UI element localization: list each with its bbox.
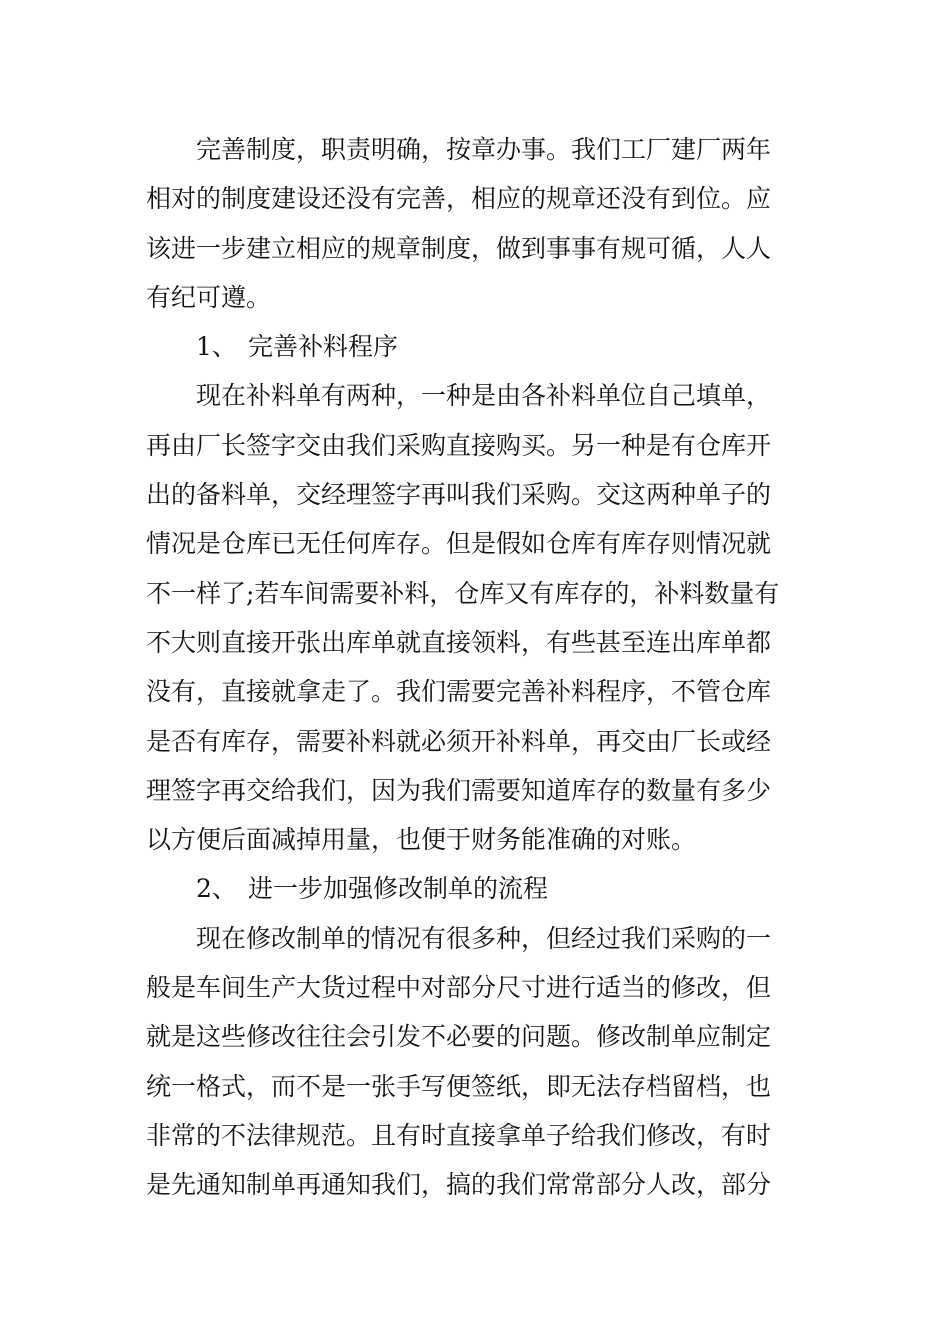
paragraph-line: 完善制度，职责明确，按章办事。我们工厂建厂两年	[196, 135, 772, 164]
paragraph-line: 统一格式，而不是一张手写便签纸，即无法存档留档，也	[146, 1071, 772, 1101]
paragraph-line: 是先通知制单再通知我们，搞的我们常常部分人改，部分	[146, 1170, 772, 1200]
paragraph-line: 理签字再交给我们，因为我们需要知道库存的数量有多少	[146, 775, 772, 805]
section-heading-2	[146, 864, 816, 913]
paragraph-line: 没有，直接就拿走了。我们需要完善补料程序，不管仓库	[146, 677, 772, 707]
paragraph-line: 就是这些修改往往会引发不必要的问题。修改制单应制定	[146, 1022, 772, 1052]
paragraph-line: 出的备料单，交经理签字再叫我们采购。交这两种单子的	[146, 480, 772, 510]
paragraph-line: 是否有库存，需要补料就必须开补料单，再交由厂长或经	[146, 726, 772, 756]
paragraph-line: 不一样了;若车间需要补料，仓库又有库存的，补料数量有	[146, 578, 780, 608]
paragraph-line: 非常的不法律规范。且有时直接拿单子给我们修改，有时	[146, 1120, 772, 1150]
section-number: 2、	[196, 874, 237, 904]
paragraph-line: 该进一步建立相应的规章制度，做到事事有规可循，人人	[146, 233, 772, 263]
section-number: 1、	[196, 332, 237, 362]
paragraph-line: 相对的制度建设还没有完善，相应的规章还没有到位。应	[146, 184, 772, 214]
section-title: 完善补料程序	[248, 332, 399, 362]
paragraph-line: 再由厂长签字交由我们采购直接购买。另一种是有仓库开	[146, 430, 772, 460]
paragraph-line: 般是车间生产大货过程中对部分尺寸进行适当的修改，但	[146, 973, 772, 1003]
paragraph-line: 有纪可遵。	[146, 282, 272, 312]
section-title: 进一步加强修改制单的流程	[248, 874, 549, 904]
paragraph-line: 现在补料单有两种，一种是由各补料单位自己填单，	[196, 381, 772, 411]
paragraph-line: 以方便后面减掉用量，也便于财务能准确的对账。	[146, 825, 697, 855]
paragraph-line: 情况是仓库已无任何库存。但是假如仓库有库存则情况就	[146, 529, 772, 559]
section-heading-1	[146, 322, 816, 371]
paragraph-line: 现在修改制单的情况有很多种，但经过我们采购的一	[196, 923, 772, 953]
paragraph-line: 不大则直接开张出库单就直接领料，有些甚至连出库单都	[146, 627, 772, 657]
document-body	[146, 125, 816, 1210]
